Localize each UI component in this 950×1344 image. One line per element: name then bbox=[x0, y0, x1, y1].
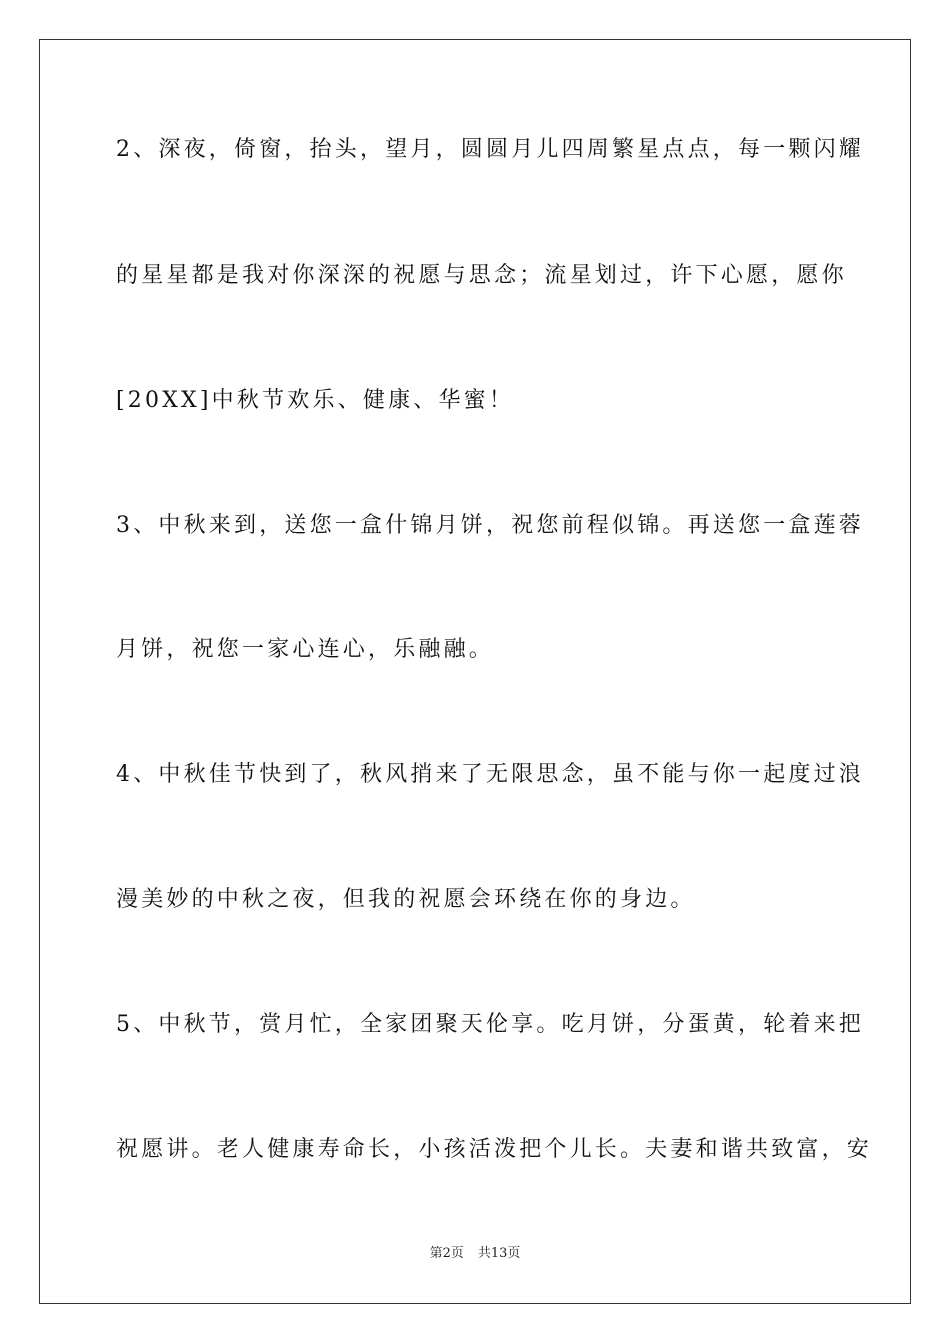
paragraph-line-5: 月饼，祝您一家心连心，乐融融。 bbox=[116, 637, 495, 662]
paragraph-line-9: 祝愿讲。老人健康寿命长，小孩活泼把个儿长。夫妻和谐共致富，安 bbox=[116, 1137, 873, 1162]
paragraph-line-8: 5、中秋节，赏月忙，全家团聚天伦享。吃月饼，分蛋黄，轮着来把 bbox=[116, 1012, 864, 1037]
page-number-current: 第2页 bbox=[429, 1246, 464, 1261]
page-border bbox=[39, 39, 911, 1304]
paragraph-line-2: 的星星都是我对你深深的祝愿与思念；流星划过，许下心愿，愿你 bbox=[116, 263, 847, 288]
paragraph-line-4: 3、中秋来到，送您一盒什锦月饼，祝您前程似锦。再送您一盒莲蓉 bbox=[116, 513, 864, 538]
paragraph-line-3: [20XX]中秋节欢乐、健康、华蜜！ bbox=[116, 388, 515, 413]
paragraph-line-7: 漫美妙的中秋之夜，但我的祝愿会环绕在你的身边。 bbox=[116, 887, 696, 912]
paragraph-line-1: 2、深夜，倚窗，抬头，望月，圆圆月儿四周繁星点点，每一颗闪耀 bbox=[116, 137, 864, 162]
page-number-total: 共13页 bbox=[477, 1246, 521, 1261]
paragraph-line-6: 4、中秋佳节快到了，秋风捎来了无限思念，虽不能与你一起度过浪 bbox=[116, 762, 864, 787]
page-footer bbox=[0, 1245, 950, 1263]
